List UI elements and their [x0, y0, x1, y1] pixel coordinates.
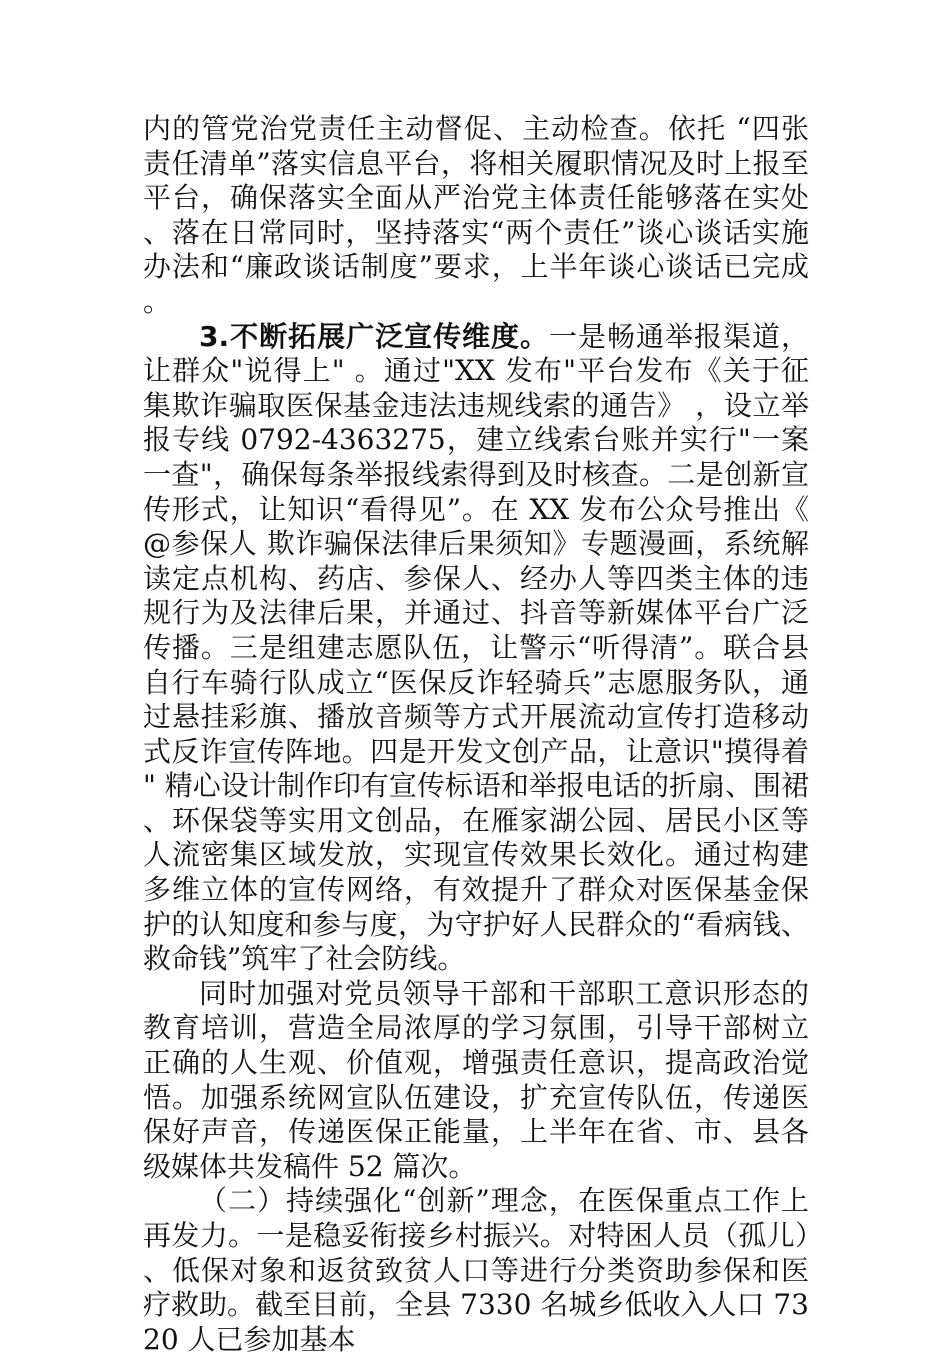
section-heading: 3.不断拓展广泛宣传维度。	[199, 319, 550, 353]
paragraph-4	[143, 1184, 809, 1357]
paragraph-3-text: 同时加强对党员领导干部和干部职工意识形态的教育培训，营造全局浓厚的学习氛围，引导干部树立正确的人生观、价值观，增强责任意识，提高政治觉悟。加强系统网宣队伍建设，扩充宣传队伍，传递医保好声音，传递医保正能量，上半年在省、市、县各级媒体共发稿件 52 篇次。	[143, 976, 809, 1183]
paragraph-3	[143, 977, 809, 1185]
paragraph-2	[143, 320, 809, 977]
paragraph-2-text: 一是畅通举报渠道，让群众"说得上" 。通过"XX 发布"平台发布《关于征集欺诈骗取医保基金违法违规线索的通告》 ，设立举报专线 0792-4363275，建立线索台账并实行"一案一查"，确保每条举报线索得到及时核查。二是创新宣传形式，让知识“看得见”。在 XX 发布公众号推出《@参保人 欺诈骗保法律后果须知》专题漫画，系统解读定点机构、药店、参保人、经办人等四类主体的违规行为及法律后果，并通过、抖音等新媒体平台广泛传播。三是组建志愿队伍，让警示“听得清”。联合县自行车骑行队成立“医保反诈轻骑兵”志愿服务队，通过悬挂彩旗、播放音频等方式开展流动宣传打造移动式反诈宣传阵地。四是开发文创产品，让意识"摸得着" 精心设计制作印有宣传标语和举报电话的折扇、围裙、环保袋等实用文创品，在雁家湖公园、居民小区等人流密集区域发放，实现宣传效果长效化。通过构建多维立体的宣传网络，有效提升了群众对医保基金保护的认知度和参与度，为守护好人民群众的“看病钱、救命钱”筑牢了社会防线。	[143, 319, 809, 976]
paragraph-4-text: （二）持续强化“创新”理念，在医保重点工作上再发力。一是稳妥衔接乡村振兴。对特困人员（孤儿）、低保对象和返贫致贫人口等进行分类资助参保和医疗救助。截至目前，全县 7330 名城乡低收入人口 7320 人已参加基本	[143, 1184, 809, 1356]
paragraph-1	[143, 112, 809, 320]
document-body	[143, 112, 809, 1357]
paragraph-1-text: 内的管党治党责任主动督促、主动检查。依托 “四张责任清单”落实信息平台，将相关履职情况及时上报至平台，确保落实全面从严治党主体责任能够落在实处、落在日常同时，坚持落实“两个责任”谈心谈话实施办法和“廉政谈话制度”要求，上半年谈心谈话已完成。	[143, 112, 809, 318]
